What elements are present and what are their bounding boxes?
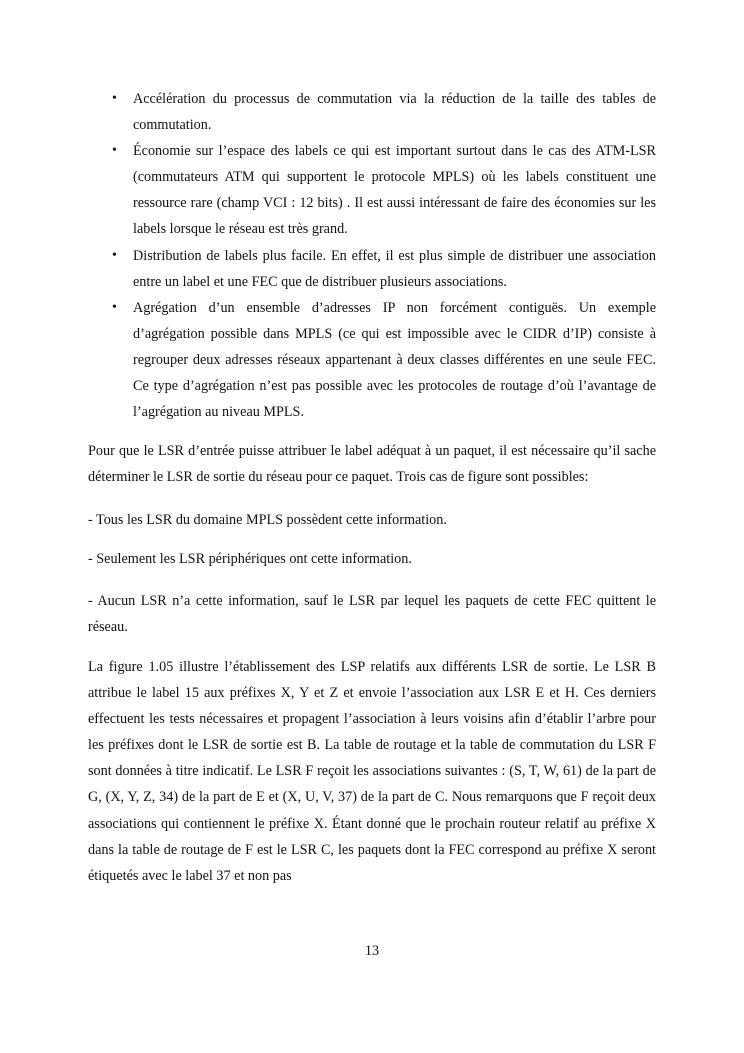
bullet-icon: • xyxy=(112,91,117,106)
bullet-item-distribution xyxy=(88,243,656,295)
paragraph-case-2: - Seulement les LSR périphériques ont cette information. xyxy=(88,551,412,567)
advantages-bullet-list xyxy=(88,86,656,425)
paragraph-case-3: - Aucun LSR n’a cette information, sauf le LSR par lequel les paquets de cette FEC quittent le réseau. xyxy=(88,593,656,636)
paragraph-figure-description: La figure 1.05 illustre l’établissement des LSP relatifs aux différents LSR de sortie. Le LSR B attribue le label 15 aux préfixes X, Y et Z et envoie l’association aux LSR E et H. Ces derniers effectuent les tests nécessaires et propagent l’association à leurs voisins afin d’établir l’arbre pour les préfixes dont le LSR de sortie est B. La table de routage et la table de commutation du LSR F sont données à titre indicatif. Le LSR F reçoit les associations suivantes : (S, T, W, 61) de la part de G, (X, Y, Z, 34) de la part de E et (X, U, V, 37) de la part de C. Nous remarquons que F reçoit deux associations qui contiennent le préfixe X. Étant donné que le prochain routeur relatif au préfixe X dans la table de routage de F est le LSR C, les paquets dont la FEC correspond au préfixe X seront étiquetés avec le label 37 et non pas xyxy=(88,659,656,884)
paragraph-intro: Pour que le LSR d’entrée puisse attribuer le label adéquat à un paquet, il est nécessaire qu’il sache déterminer le LSR de sortie du réseau pour ce paquet. Trois cas de figure sont possibles: xyxy=(88,443,656,486)
bullet-text: Distribution de labels plus facile. En effet, il est plus simple de distribuer une association entre un label et une FEC que de distribuer plusieurs associations. xyxy=(133,247,656,290)
page-number: 13 xyxy=(364,943,380,959)
bullet-icon: • xyxy=(112,299,117,315)
bullet-icon: • xyxy=(112,143,117,159)
paragraph-case-1: - Tous les LSR du domaine MPLS possèdent cette information. xyxy=(88,512,447,528)
bullet-text: Économie sur l’espace des labels ce qui est important surtout dans le cas des ATM-LSR (commutateurs ATM qui supportent le protocole MPLS) où les labels constituent une ressource rare (champ VCI : 12 bits) . Il est aussi intéressant de faire des économies sur les labels lorsque le réseau est très grand. xyxy=(133,143,656,238)
bullet-item-aggregation xyxy=(88,295,656,425)
bullet-icon: • xyxy=(112,247,117,263)
bullet-text: Accélération du processus de commutation via la réduction de la taille des tables de commutation. xyxy=(133,91,656,134)
bullet-text: Agrégation d’un ensemble d’adresses IP non forcément contiguës. Un exemple d’agrégation possible dans MPLS (ce qui est impossible avec le CIDR d’IP) consiste à regrouper deux adresses réseaux appartenant à deux classes différentes en une seule FEC. Ce type d’agrégation n’est pas possible avec les protocoles de routage d’où l’avantage de l’agrégation au niveau MPLS. xyxy=(133,299,656,421)
bullet-item-label-economy xyxy=(88,138,656,242)
bullet-item-acceleration xyxy=(88,86,656,138)
